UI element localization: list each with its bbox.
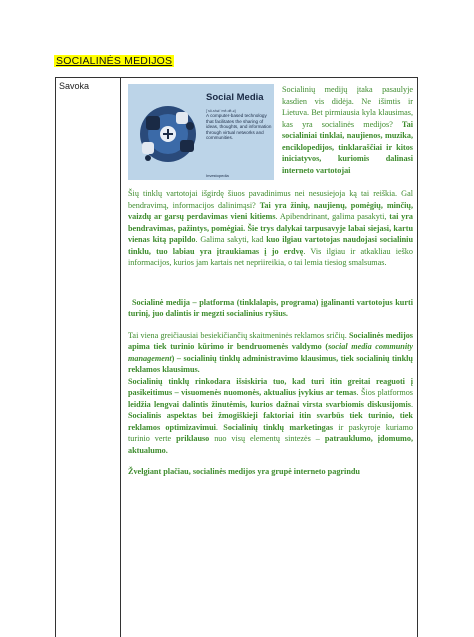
- paragraph-advertising: Tai viena greičiausiai besiekičiančių skaitmeninės reklamos sričių. Socialinės medijos apima tiek turinio kūrimo ir bendruomenės valdymo (social media community management) – socialinių tinklų administravimo klausimus, tiek socialinių tinklų reklamos klausimus.: [128, 330, 414, 374]
- image-definition: A computer-based technology that facilitates the sharing of ideas, thoughts, and information through virtual networks and communities.: [206, 113, 272, 141]
- paragraph-definition: Socialinė medija – platforma (tinklalapis, programa) įgalinanti vartotojus kurti turinį, juo dalintis ir megzti socialinius ryšius.: [128, 297, 413, 318]
- document-title: SOCIALINĖS MEDIJOS: [56, 55, 173, 67]
- content-table: [55, 77, 418, 637]
- social-media-image: [128, 84, 274, 180]
- definition-column: [120, 78, 417, 637]
- paragraph-intro: Socialinių medijų įtaka pasaulyje kasdien vis didėja. Ne išimtis ir Lietuva. Bet pirmiausia kyla klausimas, kas yra socialinės medijos? Tai socialiniai tinklai, naujienos, muzika, enciklopedijos, tinklaraščiai ir kitos iniciatyvos, kuriomis dalinasi interneto vartotojai: [282, 85, 413, 175]
- paragraph-marketing: Socialinių tinklų rinkodara išsiskiria tuo, kad turi itin greitai reaguoti į pasikeitimus – visuomenės nuomonės, aktualius įvykius ar temas. Šios platformos leidžia lengvai dalintis žinutėmis, kurios dažnai virsta svarbiomis diskusijomis. Socialinis aspektas bei žmogiškieji faktoriai itin svarbūs tiek turinio, tiek reklamos optimizavimui. Socialinių tinklų marketingas ir paskyroje kuriamo turinio verte priklauso nuo visų elementų sintezės – patrauklumo, įdomumo, aktualumo.: [128, 376, 414, 455]
- paragraph-broader: Žvelgiant plačiau, socialinės medijos yra grupė interneto pagrindu: [128, 467, 360, 476]
- term-label: Savoka: [59, 81, 90, 91]
- image-brand: Investopedia: [206, 173, 229, 178]
- image-pronunciation: [ˈsō-shəl ˈmē-dē-ə]: [206, 109, 236, 113]
- image-title: Social Media: [206, 92, 264, 103]
- paragraph-usage: Šių tinklų vartotojai išgirdę šiuos pavadinimus nei nesusiejoja ką tai reiškia. Gal bendravimą, informacijos dalinimąsi? Tai yra žinių, naujienų, pomėgių, minčių, vaizdų ar garsų perdavimas vieni kitiems. Apibendrinant, galima pasakyti, tai yra bendravimas, pažintys, pomėgiai. Šie trys dalykai tarpusavyje labai siejasi, kartu vienas kitą papildo. Galima sakyti, kad kuo ilgiau vartotojas naudojasi socialiniu tinklu, tuo labiau yra įtraukiamas į jo erdvę. Vis ilgiau ir atkakliau ieško informacijos, kurios jam kartais net nepriireikia, o tai lemia tiesiog smalsumas.: [128, 189, 414, 267]
- term-column: [56, 78, 121, 637]
- social-media-illustration-icon: [132, 94, 204, 174]
